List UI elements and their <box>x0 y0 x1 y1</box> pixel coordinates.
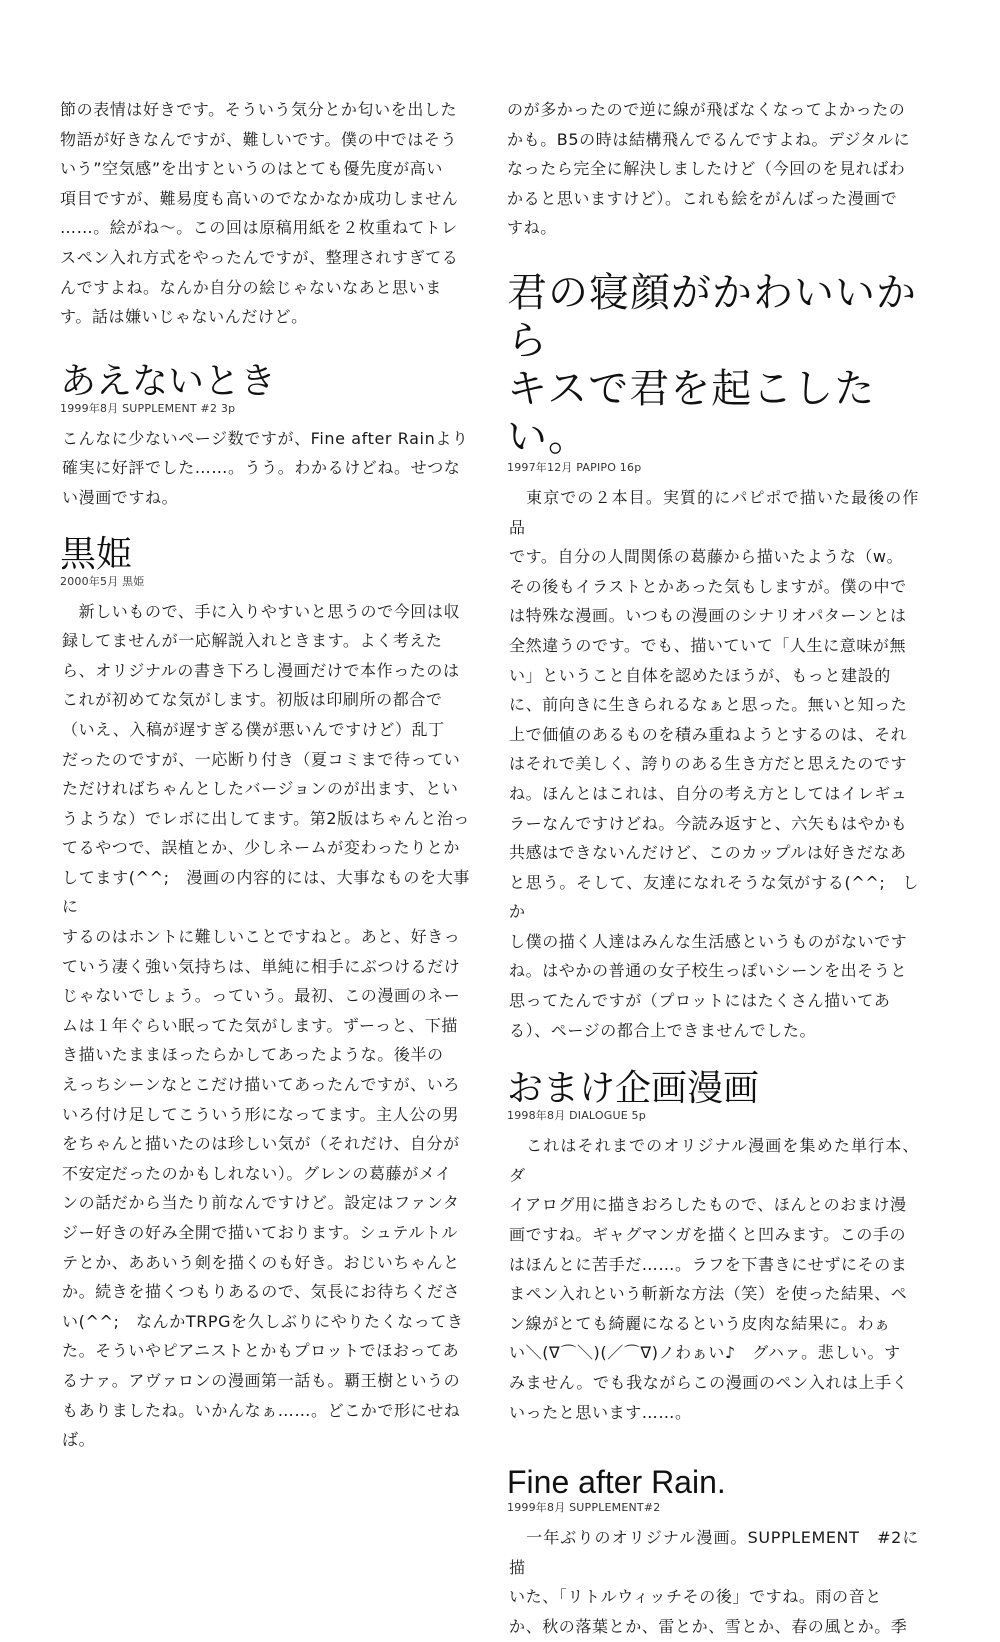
right-column <box>507 95 919 1642</box>
section-text: これはそれまでのオリジナル漫画を集めた単行本、ダ イアログ用に描きおろしたもので、ほんとのおまけ漫 画ですね。ギャグマンガを描くと凹みます。この手の はほんとに苦手だ……。ラフを下書きにせずにそのま まペン入れという斬新な方法（笑）を使った結果、ペ ン線がとても綺麗になるという皮肉な結果に。わぁ い＼(∇⌒＼)(／⌒∇)ノわぁい♪ グハァ。悲しい。す みません。でも我ながらこの漫画のペン入れは上手く いったと思います……。 <box>509 1136 919 1422</box>
section-subtitle: 2000年5月 黒姫 <box>60 574 145 588</box>
section-title: あえないとき <box>60 360 277 402</box>
section-title <box>507 269 919 461</box>
right-intro-text: のが多かったので逆に線が飛ばなくなってよかったの かも。B5の時は結構飛んでるんですよね。デジタルに なったら完全に解決しましたけど（今回のを見ればわ かると思いますけど）。これも絵をがんばった漫画で すね。 <box>507 100 911 238</box>
section-aenai <box>60 362 470 513</box>
section-subtitle: 1998年8月 DIALOGUE 5p <box>507 1109 646 1123</box>
section-kiss <box>507 269 919 1045</box>
section-fine-after-rain <box>507 1463 919 1641</box>
section-title: 黒姫 <box>60 533 133 575</box>
section-text: 新しいもので、手に入りやすいと思うので今回は収 録してませんが一応解説入れときます。よく考えた ら、オリジナルの書き下ろし漫画だけで本作ったのは これが初めてな気がします。初版は印刷所の都合で （いえ、入稿が遅すぎる僕が悪いんですけど）乱丁 だったのですが、一応断り付き（夏コミまで待ってい ただければちゃんとしたバージョンのが出ます、とい うような）でレボに出してます。第2版はちゃんと治っ てるやつで、誤植とか、少しネームが変わったりとか してます(^^; 漫画の内容的には、大事なものを大事に するのはホントに難しいことですねと。あと、好きっ ていう凄く強い気持ちは、単純に相手にぶつけるだけ じゃないでしょう。っていう。最初、この漫画のネー ムは１年ぐらい眠ってた気がします。ずーっと、下描 き描いたままほったらかしてあったような。後半の えっちシーンなとこだけ描いてあったんですが、いろ いろ付け足してこういう形になってます。主人公の男 をちゃんと描いたのは珍しい気が（それだけ、自分が 不安定だったのかもしれない）。グレンの葛藤がメイ ンの話だから当たり前なんですけど。設定はファンタ ジー好きの好み全開で描いております。シュテルトル テとか、ああいう剣を描くのも好き。おじいちゃんと か。続きを描くつもりあるので、気長にお待ちくださ い(^^; なんかTRPGを久しぶりにやりたくなってき た。そういやピアニストとかもプロットでほおってあ るナァ。アヴァロンの漫画第一話も。覇王樹というの もありましたね。いかんなぁ……。どこかで形にせね ば。 <box>62 601 470 1450</box>
section-subtitle: 1999年8月 SUPPLEMENT#2 <box>507 1501 661 1515</box>
section-text: 東京での２本目。実質的にパピポで描いた最後の作品 です。自分の人間関係の葛藤から描いたような（w。 その後もイラストとかあった気もしますが。僕の中で は特殊な漫画。いつもの漫画のシナリオパターンとは 全然違うのです。でも、描いていて「人生に意味が無 い」ということ自体を認めたほうが、もっと建設的 に、前向きに生きられるなぁと思った。無いと知った 上で価値のあるものを積み重ねようとするのは、それ はそれで美しく、誇りのある生き方だと思えたのです ね。ほんとはこれは、自分の考え方としてはイレギュ ラーなんですけどね。今読み返すと、六矢もはやかも 共感はできないんだけど、このカップルは好きだなあ と思う。そして、友達になれそうな気がする(^^; しか し僕の描く人達はみんな生活感というものがないです ね。はやかの普通の女子校生っぽいシーンを出そうと 思ってたんですが（プロットにはたくさん描いてあ る）、ページの都合上できませんでした。 <box>509 487 919 1040</box>
section-kurohime <box>60 535 470 1455</box>
section-text: こんなに少ないページ数ですが、Fine after Rainより 確実に好評でした……。うう。わかるけどね。せつな い漫画ですね。 <box>62 428 469 507</box>
section-omake <box>507 1069 919 1427</box>
section-title-line-1: 君の寝顔がかわいいから <box>507 269 917 364</box>
section-subtitle: 1997年12月 PAPIPO 16p <box>507 460 642 474</box>
section-title: Fine after Rain. <box>507 1464 726 1501</box>
section-title-line-2: キスで君を起こしたい。 <box>507 365 876 460</box>
section-text: 一年ぶりのオリジナル漫画。SUPPLEMENT #2に描 いた、「リトルウィッチその後」ですね。雨の音と か、秋の落葉とか、雷とか、雪とか、春の風とか。季 <box>509 1528 919 1636</box>
section-subtitle: 1999年8月 SUPPLEMENT #2 3p <box>60 401 236 415</box>
left-column <box>60 95 470 1455</box>
left-intro-text: 節の表情は好きです。そういう気分とか匂いを出した 物語が好きなんですが、難しいです。僕の中ではそう いう”空気感”を出すというのはとても優先度が高い 項目ですが、難易度も高いのでなかなか成功しません ……。絵がね〜。この回は原稿用紙を２枚重ねてトレ スペン入れ方式をやったんですが、整理されすぎてる んですよね。なんか自分の絵じゃないなあと思いま す。話は嫌いじゃないんだけど。 <box>60 100 459 327</box>
section-title: おまけ企画漫画 <box>507 1068 760 1110</box>
